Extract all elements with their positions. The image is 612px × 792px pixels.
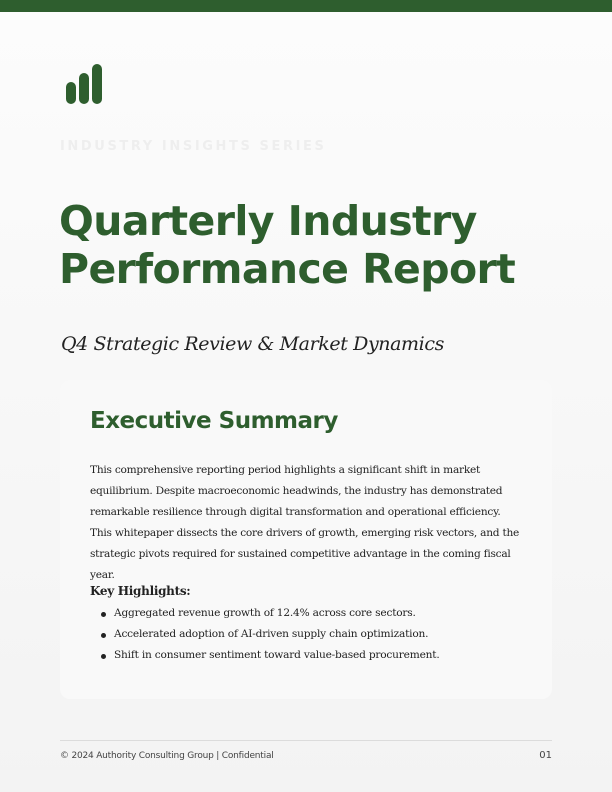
- report-title-line-1: Quarterly Industry: [59, 197, 477, 245]
- logo-bar: [79, 73, 89, 104]
- footer-divider: [60, 740, 552, 741]
- executive-summary-card: [60, 380, 552, 699]
- logo-bar: [92, 64, 102, 104]
- key-highlights-label: Key Highlights:: [90, 584, 191, 598]
- bar-chart-icon: [66, 64, 104, 104]
- footer-copyright: © 2024 Authority Consulting Group | Confidential: [60, 751, 274, 761]
- series-label: INDUSTRY INSIGHTS SERIES: [60, 139, 327, 154]
- report-title-line-2: Performance Report: [59, 245, 516, 293]
- executive-summary-body: This comprehensive reporting period highlights a significant shift in market equilibrium. Despite macroeconomic headwinds, the industry has demonstrated remarkable resilience through digital transformation and operational efficiency. This whitepaper dissects the core drivers of growth, emerging risk vectors, and the strategic pivots required for sustained competitive advantage in the coming fiscal year.: [90, 464, 520, 581]
- logo-bar: [66, 82, 76, 104]
- report-subtitle: Q4 Strategic Review & Market Dynamics: [61, 333, 444, 355]
- highlight-item: Aggregated revenue growth of 12.4% across core sectors.: [90, 603, 440, 624]
- report-title: [59, 197, 579, 293]
- highlight-item: Accelerated adoption of AI-driven supply chain optimization.: [90, 624, 440, 645]
- key-highlights-list: [90, 603, 440, 666]
- top-accent-bar: [0, 0, 612, 12]
- page-number: 01: [539, 750, 552, 761]
- executive-summary-heading: Executive Summary: [90, 408, 338, 434]
- highlight-item: Shift in consumer sentiment toward value-based procurement.: [90, 645, 440, 666]
